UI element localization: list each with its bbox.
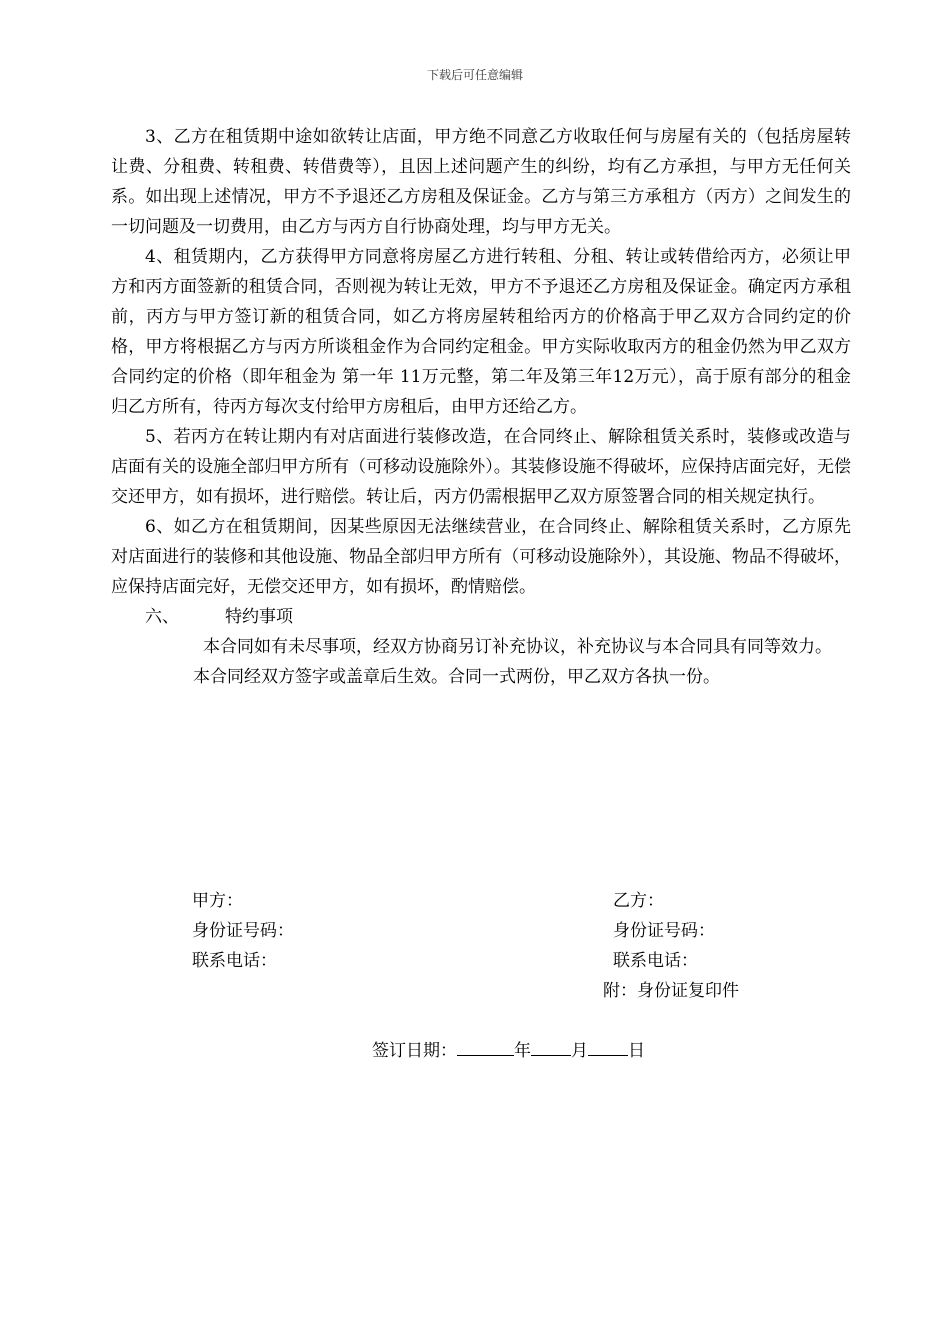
party-b-phone-label: 联系电话： — [613, 951, 698, 971]
section-6-title: 特约事项 — [225, 607, 293, 627]
party-a-label: 甲方： — [192, 891, 243, 911]
page-header-note: 下载后可任意编辑 — [426, 68, 523, 82]
clause-4: 4、租赁期内，乙方获得甲方同意将房屋乙方进行转租、分租、转让或转借给丙方，必须让甲方和丙方面签新的租赁合同，否则视为转让无效，甲方不予退还乙方房租及保证金。确定丙方承租前，丙方与甲方签订新的租赁合同，如乙方将房屋转租给丙方的价格高于甲乙双方合同约定的价格，甲方将根据乙方与丙方所谈租金作为合同约定租金。甲方实际收取丙方的租金仍然为甲乙双方合同约定的价格（即年租金为 第一年 11万元整，第二年及第三年12万元），高于原有部分的租金归乙方所有，待丙方每次支付给甲方房租后，由甲方还给乙方。 — [111, 247, 851, 417]
year-blank — [457, 1037, 514, 1056]
year-label: 年 — [514, 1041, 531, 1061]
party-a-phone-label: 联系电话： — [192, 951, 277, 971]
contract-body — [111, 122, 851, 692]
party-a-signature-block — [192, 886, 294, 976]
clause-5: 5、若丙方在转让期内有对店面进行装修改造，在合同终止、解除租赁关系时，装修或改造与店面有关的设施全部归甲方所有（可移动设施除外）。其装修设施不得破坏，应保持店面完好，无偿交还甲方，如有损坏，进行赔偿。转让后，丙方仍需根据甲乙双方原签署合同的相关规定执行。 — [111, 427, 851, 507]
month-blank — [531, 1037, 571, 1056]
attachment-note: 附：身份证复印件 — [603, 981, 739, 1001]
party-b-label: 乙方： — [613, 891, 664, 911]
special-terms-clause: 本合同如有未尽事项，经双方协商另订补充协议，补充协议与本合同具有同等效力。 — [203, 637, 832, 657]
signing-date-line — [372, 1036, 645, 1066]
party-b-signature-block — [603, 886, 739, 1006]
section-6-number: 六、 — [145, 607, 179, 627]
clause-6: 6、如乙方在租赁期间，因某些原因无法继续营业，在合同终止、解除租赁关系时，乙方原先对店面进行的装修和其他设施、物品全部归甲方所有（可移动设施除外），其设施、物品不得破坏，应保持店面完好，无偿交还甲方，如有损坏，酌情赔偿。 — [111, 517, 851, 597]
section-6-heading — [111, 602, 851, 632]
signing-date-label: 签订日期： — [372, 1041, 457, 1061]
day-label: 日 — [628, 1041, 645, 1061]
effectiveness-clause: 本合同经双方签字或盖章后生效。合同一式两份，甲乙双方各执一份。 — [193, 667, 720, 687]
party-b-id-label: 身份证号码： — [613, 921, 715, 941]
day-blank — [588, 1037, 628, 1056]
clause-3: 3、乙方在租赁期中途如欲转让店面，甲方绝不同意乙方收取任何与房屋有关的（包括房屋转让费、分租费、转租费、转借费等），且因上述问题产生的纠纷，均有乙方承担，与甲方无任何关系。如出现上述情况，甲方不予退还乙方房租及保证金。乙方与第三方承租方（丙方）之间发生的一切问题及一切费用，由乙方与丙方自行协商处理，均与甲方无关。 — [111, 127, 851, 237]
month-label: 月 — [571, 1041, 588, 1061]
party-a-id-label: 身份证号码： — [192, 921, 294, 941]
